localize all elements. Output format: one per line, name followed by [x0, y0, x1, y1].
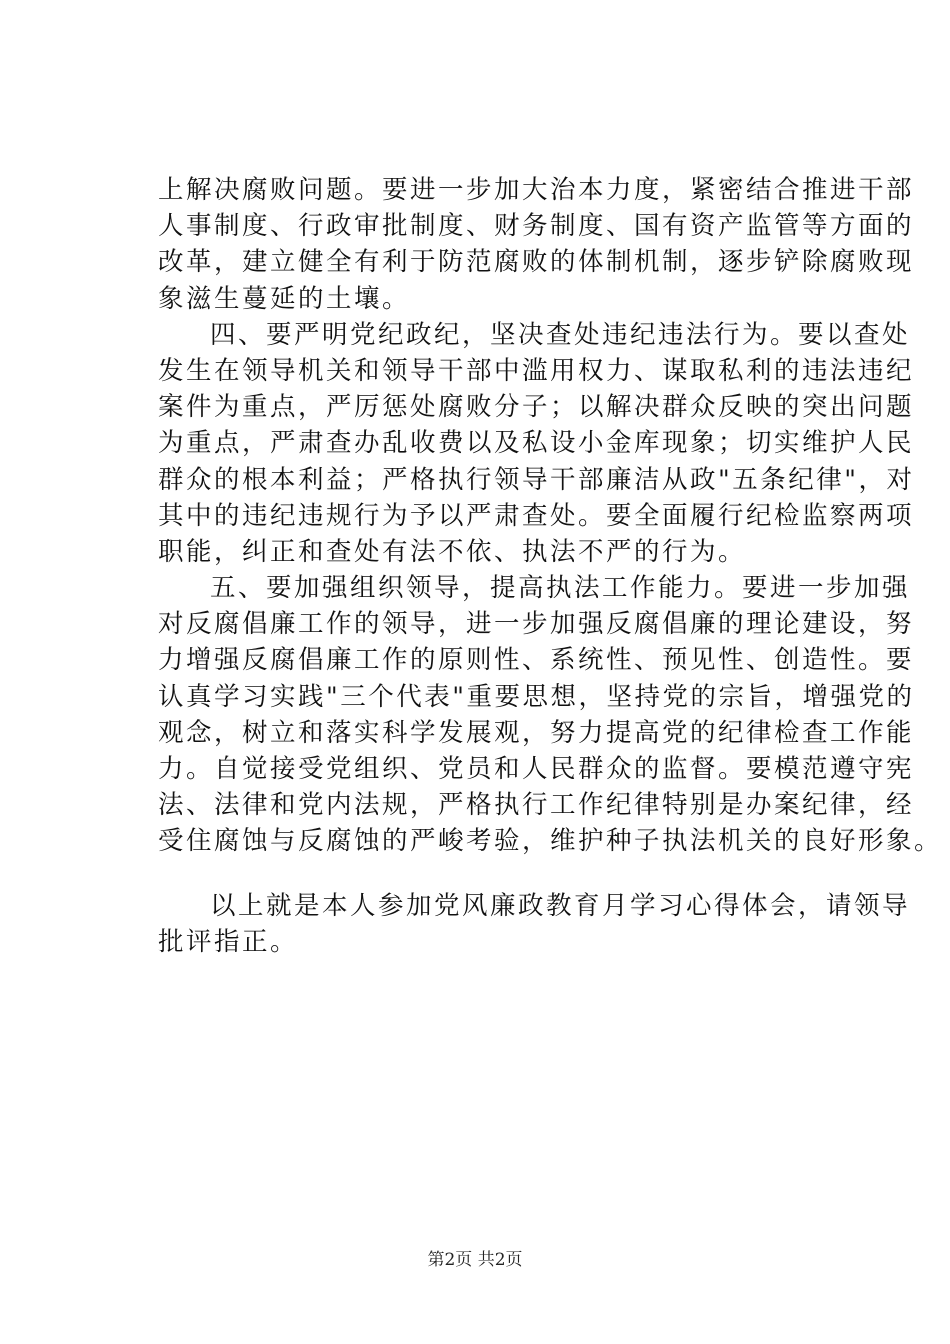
paragraph-line: 力。自觉接受党组织、党员和人民群众的监督。要模范遵守宪 [158, 754, 915, 784]
paragraph-line: 批评指正。 [158, 926, 299, 957]
paragraph-line: 案件为重点，严厉惩处腐败分子；以解决群众反映的突出问题 [158, 392, 915, 423]
paragraph-line: 对反腐倡廉工作的领导，进一步加强反腐倡廉的理论建设，努 [158, 609, 915, 640]
document-body [158, 172, 943, 960]
paragraph-line: 人事制度、行政审批制度、财务制度、国有资产监管等方面的 [158, 211, 915, 242]
paragraph-line: 为重点，严肃查办乱收费以及私设小金库现象；切实维护人民 [158, 428, 915, 459]
paragraph-line: 上解决腐败问题。要进一步加大治本力度，紧密结合推进干部 [158, 175, 915, 205]
paragraph-line: 象滋生蔓延的土壤。 [158, 283, 411, 314]
paragraph-line: 改革，建立健全有利于防范腐败的体制机制，逐步铲除腐败现 [158, 247, 915, 278]
paragraph-line: 四、要严明党纪政纪，坚决查处违纪违法行为。要以查处 [210, 319, 911, 350]
paragraph-line: 认真学习实践"三个代表"重要思想，坚持党的宗旨，增强党的 [158, 681, 915, 712]
paragraph-3 [158, 570, 943, 860]
paragraph-line: 发生在领导机关和领导干部中滥用权力、谋取私利的违法违纪 [158, 355, 915, 386]
paragraph-line: 五、要加强组织领导，提高执法工作能力。要进一步加强 [210, 573, 911, 604]
paragraph-spacer [158, 860, 808, 888]
paragraph-1 [158, 172, 915, 317]
paragraph-line: 以上就是本人参加党风廉政教育月学习心得体会，请领导 [210, 890, 911, 921]
paragraph-line: 群众的根本利益；严格执行领导干部廉洁从政"五条纪律"，对 [158, 464, 915, 495]
paragraph-line: 职能，纠正和查处有法不依、执法不严的行为。 [158, 536, 747, 567]
paragraph-line: 力增强反腐倡廉工作的原则性、系统性、预见性、创造性。要 [158, 645, 915, 676]
paragraph-line: 受住腐蚀与反腐蚀的严峻考验，维护种子执法机关的良好形象。 [158, 826, 943, 857]
paragraph-2 [158, 317, 915, 570]
paragraph-4 [158, 888, 911, 960]
page-number-footer: 第2页 共2页 [427, 1250, 523, 1270]
paragraph-line: 其中的违纪违规行为予以严肃查处。要全面履行纪检监察两项 [158, 500, 915, 531]
paragraph-line: 观念，树立和落实科学发展观，努力提高党的纪律检查工作能 [158, 717, 915, 748]
paragraph-line: 法、法律和党内法规，严格执行工作纪律特别是办案纪律，经 [158, 790, 915, 821]
